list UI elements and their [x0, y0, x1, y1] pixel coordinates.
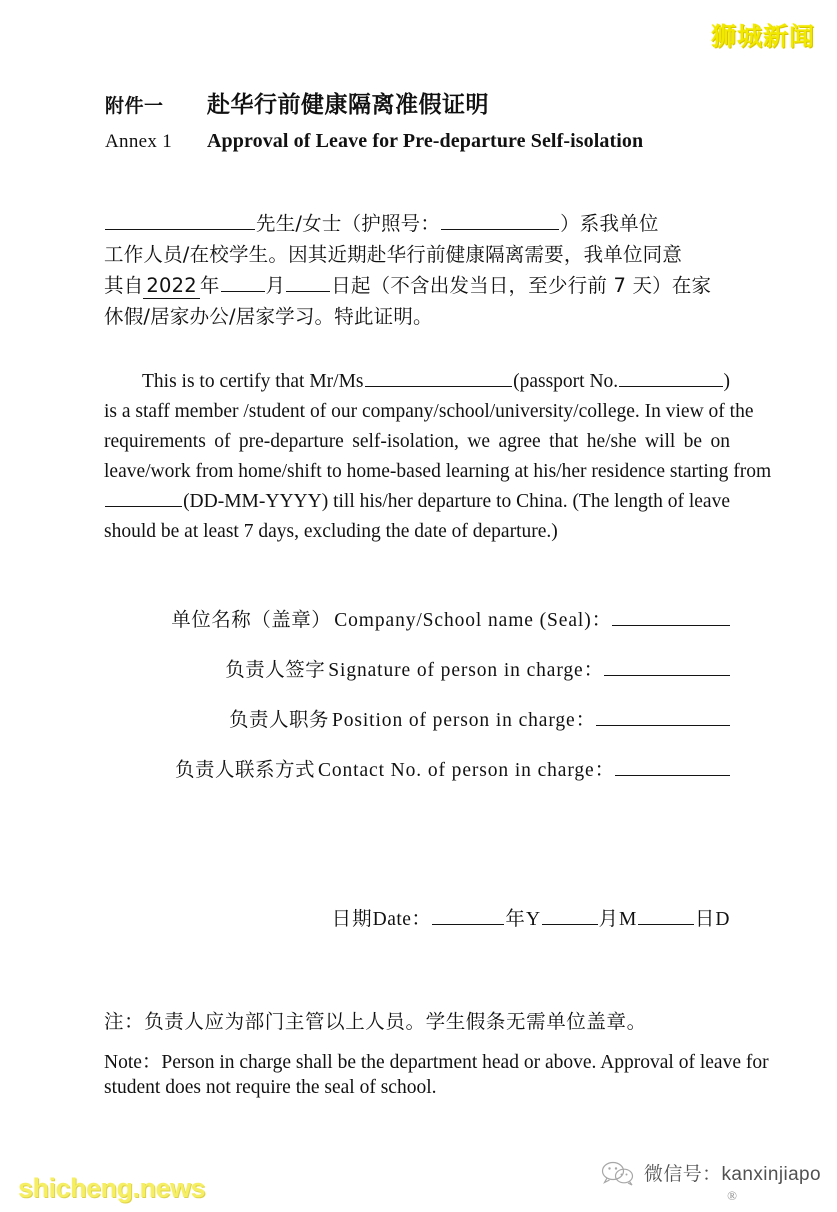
chinese-line-3: [104, 270, 729, 301]
english-line-3-word: self-isolation,: [352, 430, 459, 452]
chinese-line-1: [104, 208, 729, 239]
chinese-line-3-text-a: 其自: [104, 274, 144, 297]
blank-date-month[interactable]: [542, 905, 598, 926]
english-line-1: [104, 366, 730, 397]
english-line-1-text-b: (passport No.: [513, 370, 619, 392]
blank-signature[interactable]: [604, 659, 730, 676]
date-label-en: Date：: [372, 909, 432, 930]
blank-position[interactable]: [596, 709, 730, 726]
english-line-1-text-c: ): [723, 370, 730, 392]
chinese-line-4: 休假/居家办公/居家学习。特此证明。: [104, 305, 433, 328]
header-row-chinese: [105, 86, 745, 119]
english-line-5: [104, 487, 730, 518]
watermark-bottom-left: shicheng.news: [18, 1173, 206, 1203]
english-line-3-word: pre-departure: [238, 430, 344, 452]
note-english: [104, 1050, 769, 1100]
note-chinese: 注：负责人应为部门主管以上人员。学生假条无需单位盖章。: [104, 1010, 647, 1033]
header-row-english: [105, 130, 745, 153]
signature-row-position: [104, 704, 730, 754]
english-line-3-word: on: [710, 430, 730, 452]
chinese-line-3-text-b: 年: [199, 274, 220, 297]
english-line-6: should be at least 7 days, excluding the date of departure.): [104, 521, 558, 542]
note-english-line-1: Note：Person in charge shall be the department head or above. Approval of leave for: [104, 1052, 769, 1073]
date-year-cn: 年: [505, 907, 526, 930]
wechat-icon: [601, 1160, 635, 1186]
date-day-en: D: [715, 909, 730, 930]
english-body-paragraph: [104, 366, 772, 547]
annex-label-en: Annex 1: [105, 131, 173, 152]
english-line-3-word: that: [549, 430, 579, 452]
date-month-cn: 月: [598, 907, 620, 930]
english-line-2: is a staff member /student of our company/school/university/college. In view of the: [104, 400, 754, 422]
blank-contact[interactable]: [615, 759, 730, 776]
page-title-cn: 赴华行前健康隔离准假证明: [207, 92, 489, 118]
chinese-body-paragraph: [104, 208, 729, 332]
signature-label-en-signature: Signature of person in charge：: [328, 660, 604, 681]
chinese-line-3-text-d: 日起（不含出发当日，至少行前 7 天）在家: [331, 274, 712, 297]
date-row: [104, 903, 730, 931]
date-day-cn: 日: [694, 907, 716, 930]
chinese-line-3-text-c: 月: [265, 274, 286, 297]
signature-label-cn-position: 负责人职务: [228, 708, 329, 731]
page-title-en: Approval of Leave for Pre-departure Self-isolation: [207, 130, 644, 152]
blank-month-cn[interactable]: [221, 272, 265, 293]
blank-company-name[interactable]: [612, 609, 730, 626]
signature-label-cn-contact: 负责人联系方式: [174, 758, 315, 781]
english-line-1-text-a: This is to certify that Mr/Ms: [142, 370, 364, 392]
note-english-line-2: student does not require the seal of school.: [104, 1077, 437, 1098]
chinese-line-2: 工作人员/在校学生。因其近期赴华行前健康隔离需要，我单位同意: [104, 243, 683, 266]
date-label-cn: 日期: [331, 907, 373, 930]
signature-label-cn-signature: 负责人签字: [225, 658, 326, 681]
english-line-3: [104, 427, 730, 457]
annex-label-cn: 附件一: [105, 95, 164, 117]
blank-start-date-en[interactable]: [105, 487, 182, 508]
english-line-3-word: of: [214, 430, 231, 452]
blank-day-cn[interactable]: [286, 272, 330, 293]
signature-row-signature: [104, 654, 730, 704]
english-line-5-text: (DD-MM-YYYY) till his/her departure to China. (The length of leave: [183, 491, 730, 512]
blank-date-year[interactable]: [432, 905, 504, 926]
signature-label-en-position: Position of person in charge：: [331, 710, 596, 731]
blank-passport-en[interactable]: [619, 366, 722, 387]
english-line-4: leave/work from home/shift to home-based learning at his/her residence starting from: [104, 460, 772, 482]
signature-label-cn-company: 单位名称（盖章）: [171, 608, 332, 631]
year-value-2022[interactable]: 2022: [143, 274, 199, 299]
date-month-en: M: [619, 909, 637, 930]
blank-date-day[interactable]: [638, 905, 694, 926]
date-year-en: Y: [525, 909, 541, 930]
english-line-3-word: he/she: [586, 430, 637, 452]
signature-label-en-contact: Contact No. of person in charge：: [317, 760, 615, 781]
watermark-wechat-label: 微信号：kanxinjiapo: [643, 1164, 821, 1185]
signature-row-company: [104, 604, 730, 654]
blank-name-cn[interactable]: [105, 210, 255, 231]
english-line-3-word: requirements: [104, 430, 206, 452]
signature-row-contact: [104, 754, 730, 804]
english-line-3-word: will: [644, 430, 676, 452]
chinese-line-1-text-a: 先生/女士（护照号：: [256, 212, 441, 235]
document-header: [105, 86, 745, 153]
watermark-top-right: 狮城新闻: [710, 23, 815, 51]
blank-name-en[interactable]: [365, 366, 513, 387]
watermark-bottom-right: [601, 1159, 821, 1186]
chinese-line-1-text-b: ）系我单位: [560, 212, 659, 235]
registered-mark: ®: [727, 1188, 737, 1203]
signature-block: [104, 604, 730, 804]
blank-passport-cn[interactable]: [441, 210, 559, 231]
signature-label-en-company: Company/School name (Seal)：: [334, 610, 612, 631]
english-line-3-word: we: [467, 430, 491, 452]
english-line-3-word: be: [683, 430, 703, 452]
english-line-3-word: agree: [498, 430, 541, 452]
